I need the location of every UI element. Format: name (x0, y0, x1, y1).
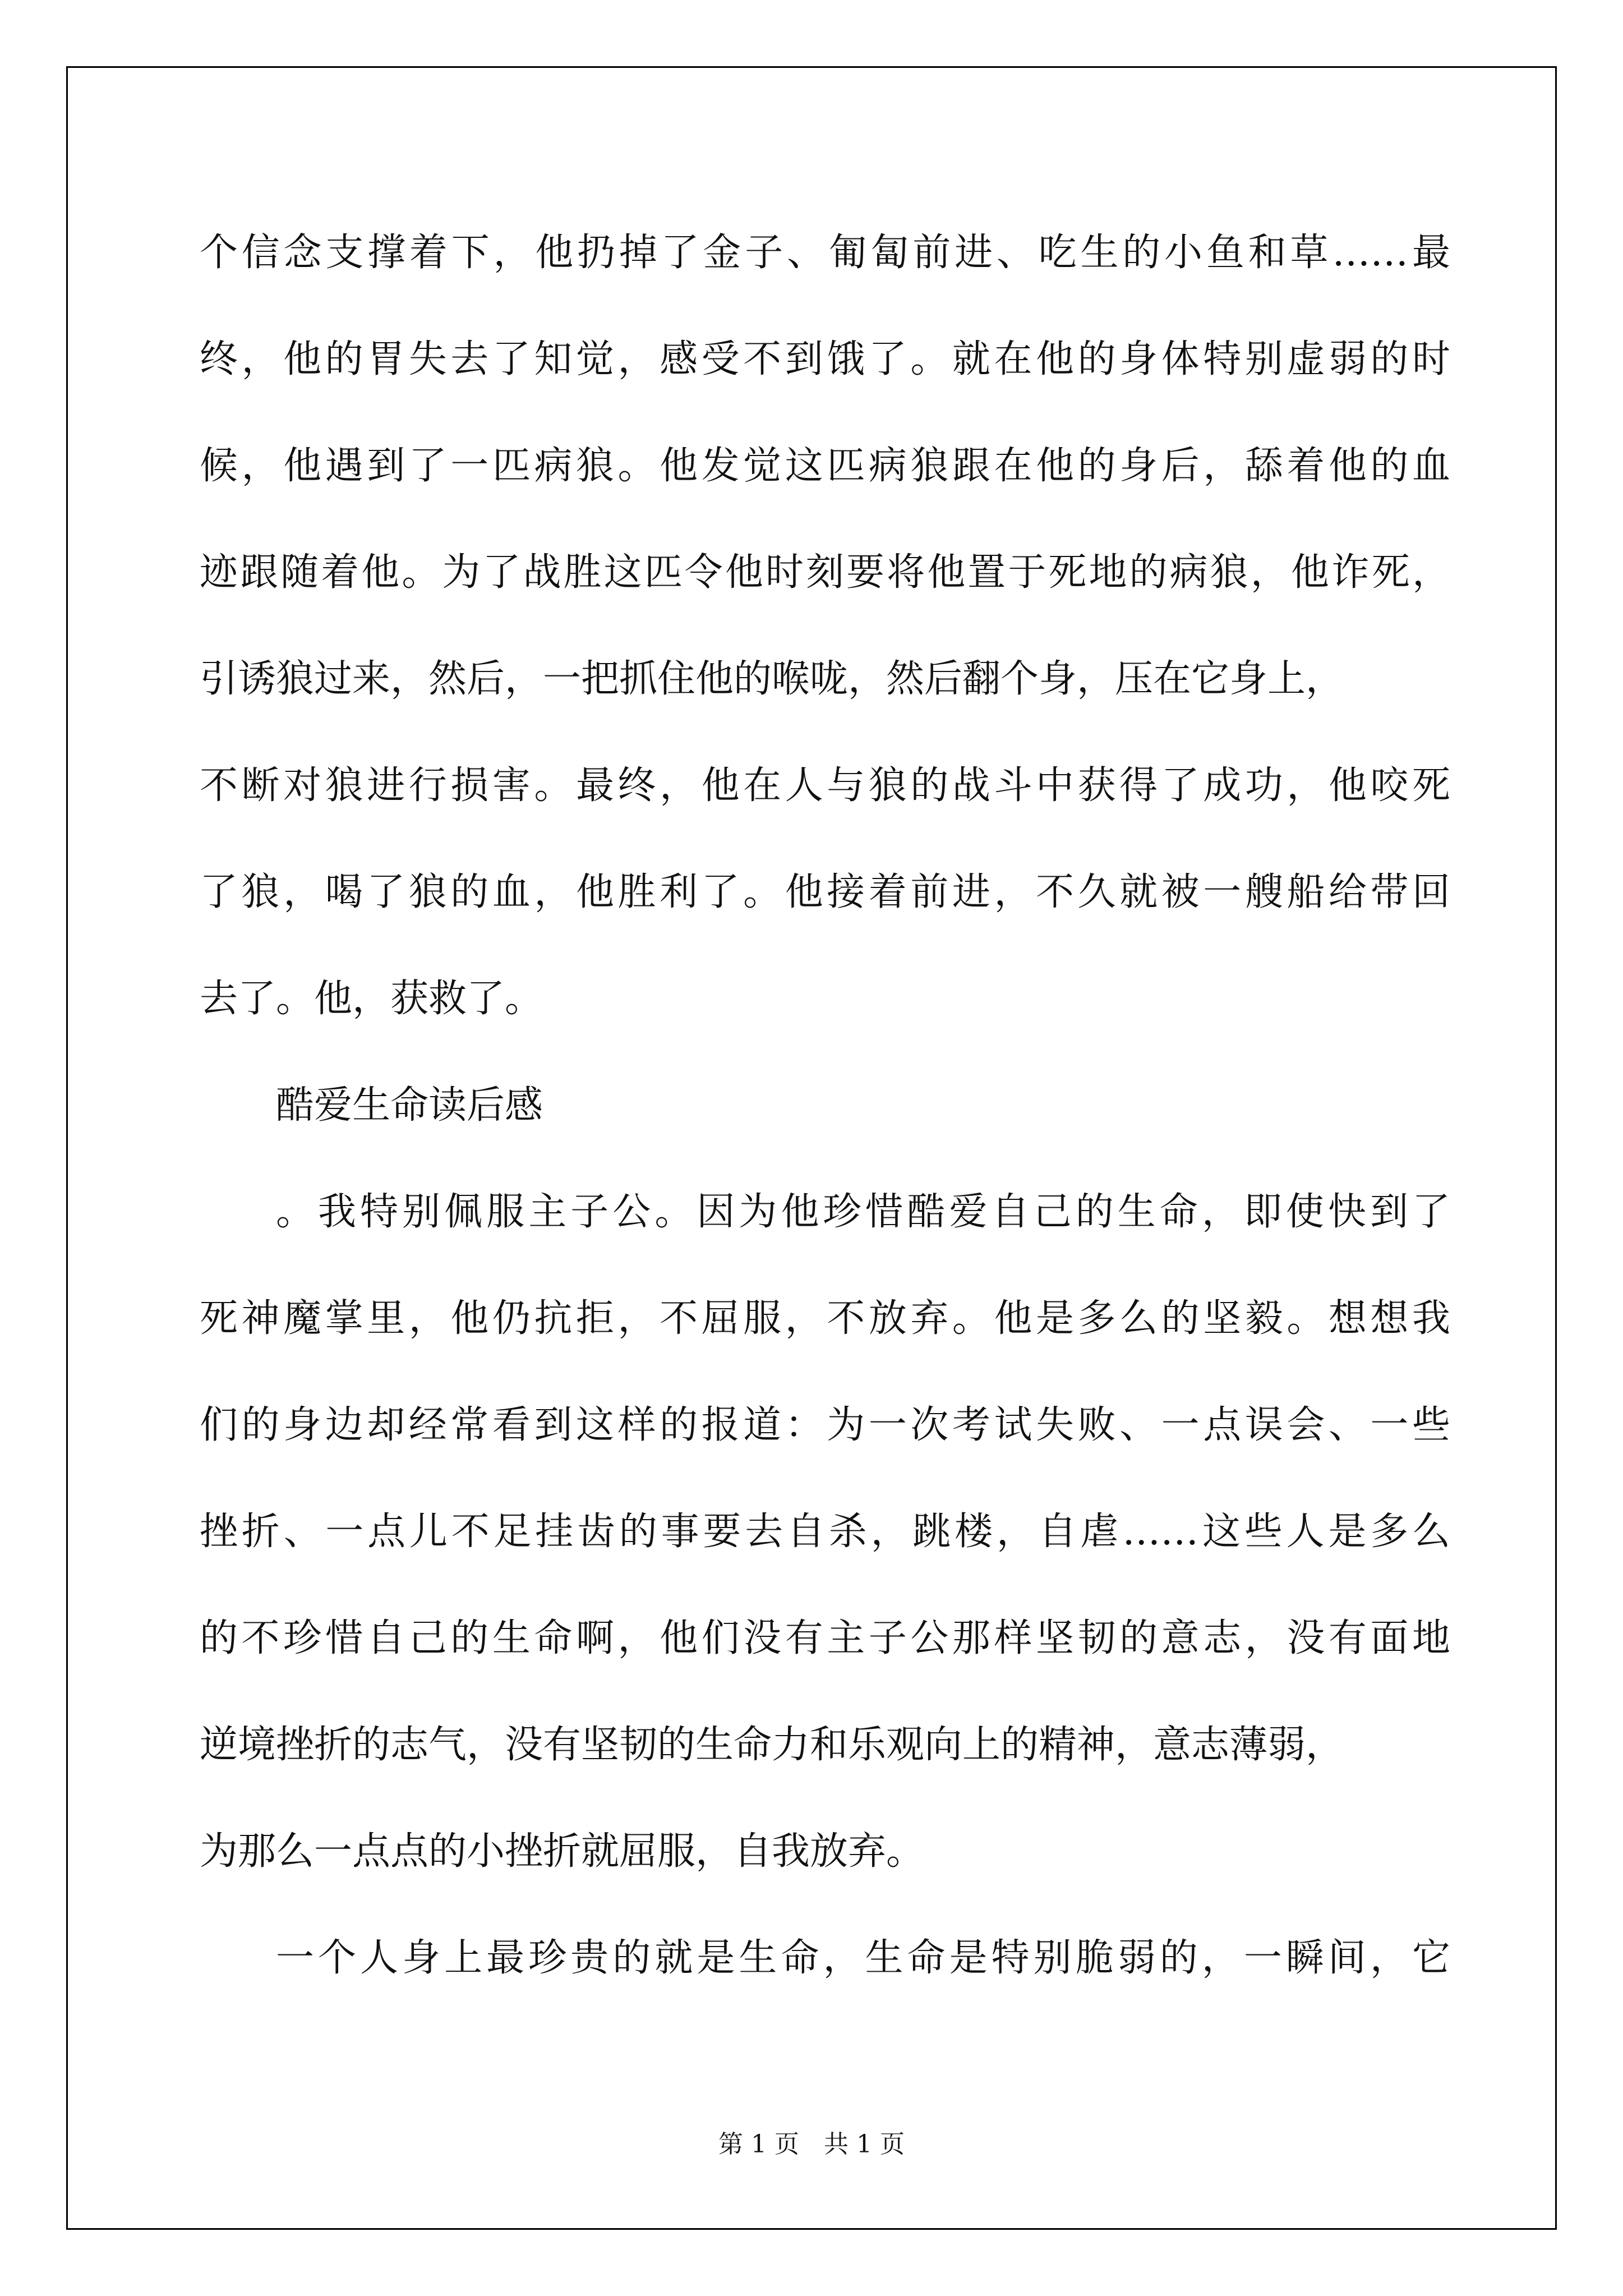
text-line: 一个人身上最珍贵的就是生命，生命是特别脆弱的，一瞬间，它 (276, 1936, 1450, 1980)
text-line: 去了。他，获救了。 (200, 977, 543, 1021)
text-line: 了狼，喝了狼的血，他胜利了。他接着前进，不久就被一艘船给带回 (200, 870, 1450, 914)
text-line: 。我特别佩服主子公。因为他珍惜酷爱自己的生命，即使快到了 (276, 1190, 1450, 1234)
page-number-footer: 第 1 页 共 1 页 (718, 2130, 905, 2159)
text-line: 个信念支撑着下，他扔掉了金子、匍匐前进、吃生的小鱼和草……最 (200, 231, 1450, 275)
text-line: 挫折、一点儿不足挂齿的事要去自杀，跳楼，自虐……这些人是多么 (200, 1510, 1450, 1554)
text-line: 死神魔掌里，他仍抗拒，不屈服，不放弃。他是多么的坚毅。想想我 (200, 1296, 1450, 1341)
text-line: 为那么一点点的小挫折就屈服，自我放弃。 (200, 1829, 925, 1874)
text-line: 迹跟随着他。为了战胜这匹令他时刻要将他置于死地的病狼，他诈死， (200, 550, 1450, 595)
text-line: 引诱狼过来，然后，一把抓住他的喉咙，然后翻个身，压在它身上， (200, 657, 1344, 701)
section-title: 酷爱生命读后感 (276, 1083, 543, 1128)
text-line: 们的身边却经常看到这样的报道：为一次考试失败、一点误会、一些 (200, 1403, 1450, 1447)
text-line: 候，他遇到了一匹病狼。他发觉这匹病狼跟在他的身后，舔着他的血 (200, 444, 1450, 488)
text-line: 逆境挫折的志气，没有坚韧的生命力和乐观向上的精神，意志薄弱， (200, 1723, 1344, 1767)
text-line: 的不珍惜自己的生命啊，他们没有主子公那样坚韧的意志，没有面地 (200, 1616, 1450, 1660)
page-border (66, 66, 1557, 2230)
text-line: 不断对狼进行损害。最终，他在人与狼的战斗中获得了成功，他咬死 (200, 763, 1450, 808)
text-line: 终，他的胃失去了知觉，感受不到饿了。就在他的身体特别虚弱的时 (200, 337, 1450, 381)
